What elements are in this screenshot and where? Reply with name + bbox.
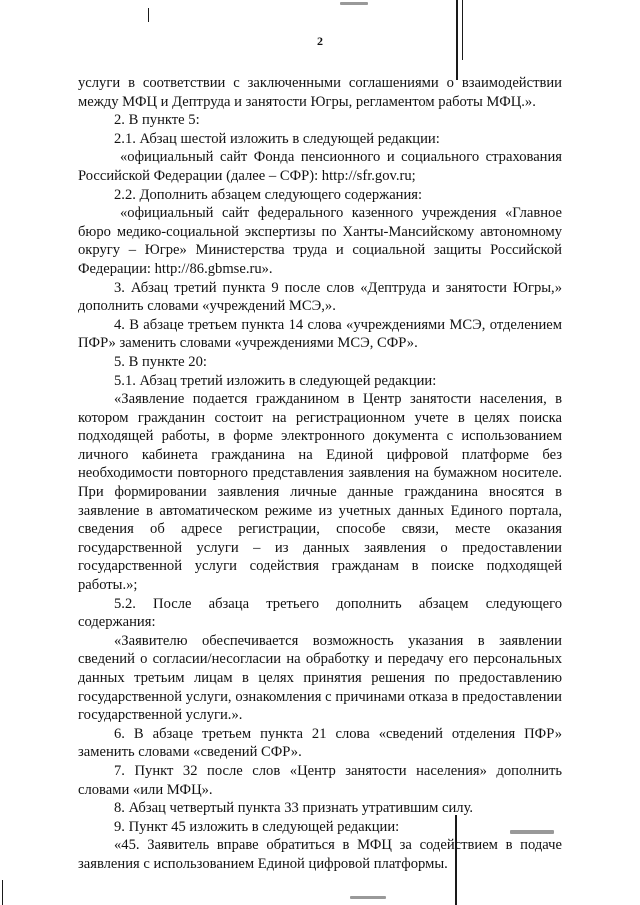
- paragraph: 8. Абзац четвертый пункта 33 признать утратившим силу.: [114, 800, 474, 817]
- scan-speck: [350, 896, 386, 899]
- scan-artifact-line: [462, 0, 463, 60]
- paragraph: 6. В абзаце третьем пункта 21 слова «сведений отделения ПФР» заменить словами «сведений СФР».: [78, 725, 562, 761]
- scan-artifact-line: [148, 8, 149, 22]
- paragraph: 2.1. Абзац шестой изложить в следующей редакции:: [114, 130, 440, 147]
- paragraph: 3. Абзац третий пункта 9 после слов «Дептруда и занятости Югры,» дополнить словами «учреждений МСЭ,».: [78, 279, 562, 315]
- paragraph: «официальный сайт федерального казенного учреждения «Главное бюро медико-социальной экспертизы по Ханты-Мансийскому автономному округу – Югре» Министерства труда и социальной защиты Российской Федерации: http://86.gbmse.ru».: [78, 205, 562, 277]
- scan-speck: [340, 2, 368, 5]
- paragraph: 5.1. Абзац третий изложить в следующей редакции:: [114, 372, 437, 389]
- paragraph: «Заявителю обеспечивается возможность указания в заявлении сведений о согласии/несогласии на обработку и передачу его персональных данных третьим лицам в целях принятия решения по предоставлению государственной услуги, ознакомления с причинами отказа в предоставлении государственной услуги.».: [78, 632, 562, 724]
- paragraph: «45. Заявитель вправе обратиться в МФЦ за содействием в подаче заявления с использованием Единой цифровой платформы.: [78, 837, 562, 872]
- paragraph: услуги в соответствии с заключенными соглашениями о взаимодействии между МФЦ и Дептруда и занятости Югры, регламентом работы МФЦ.».: [78, 75, 562, 110]
- paragraph: «официальный сайт Фонда пенсионного и социального страхования Российской Федерации (далее – СФР): http://sfr.gov.ru;: [78, 149, 562, 184]
- document-body: [78, 74, 562, 874]
- page-number: 2: [317, 34, 323, 48]
- paragraph: «Заявление подается гражданином в Центр занятости населения, в котором гражданин состоит на регистрационном учете в целях поиска подходящей работы, в форме электронного документа с использованием личного кабинета гражданина на Единой цифровой платформе без необходимости повторного представления заявления на бумажном носителе. При формировании заявления личные данные гражданина вносятся в заявление в автоматическом режиме из учетных данных Единого портала, сведения об адресе регистрации, способе связи, месте оказания государственной услуги – из данных заявления о предоставлении государственной услуги содействия гражданам в поиске подходящей работы.»;: [78, 391, 562, 594]
- paragraph: 2. В пункте 5:: [114, 112, 200, 129]
- paragraph: 5. В пункте 20:: [114, 353, 207, 370]
- paragraph: 7. Пункт 32 после слов «Центр занятости населения» дополнить словами «или МФЦ».: [78, 762, 562, 798]
- paragraph: 4. В абзаце третьем пункта 14 слова «учреждениями МСЭ, отделением ПФР» заменить словами «учреждениями МСЭ, СФР».: [78, 316, 562, 352]
- paragraph: 2.2. Дополнить абзацем следующего содержания:: [114, 186, 423, 203]
- scan-artifact-line: [2, 880, 3, 905]
- paragraph: 5.2. После абзаца третьего дополнить абзацем следующего содержания:: [78, 595, 562, 631]
- paragraph: 9. Пункт 45 изложить в следующей редакции:: [114, 818, 400, 835]
